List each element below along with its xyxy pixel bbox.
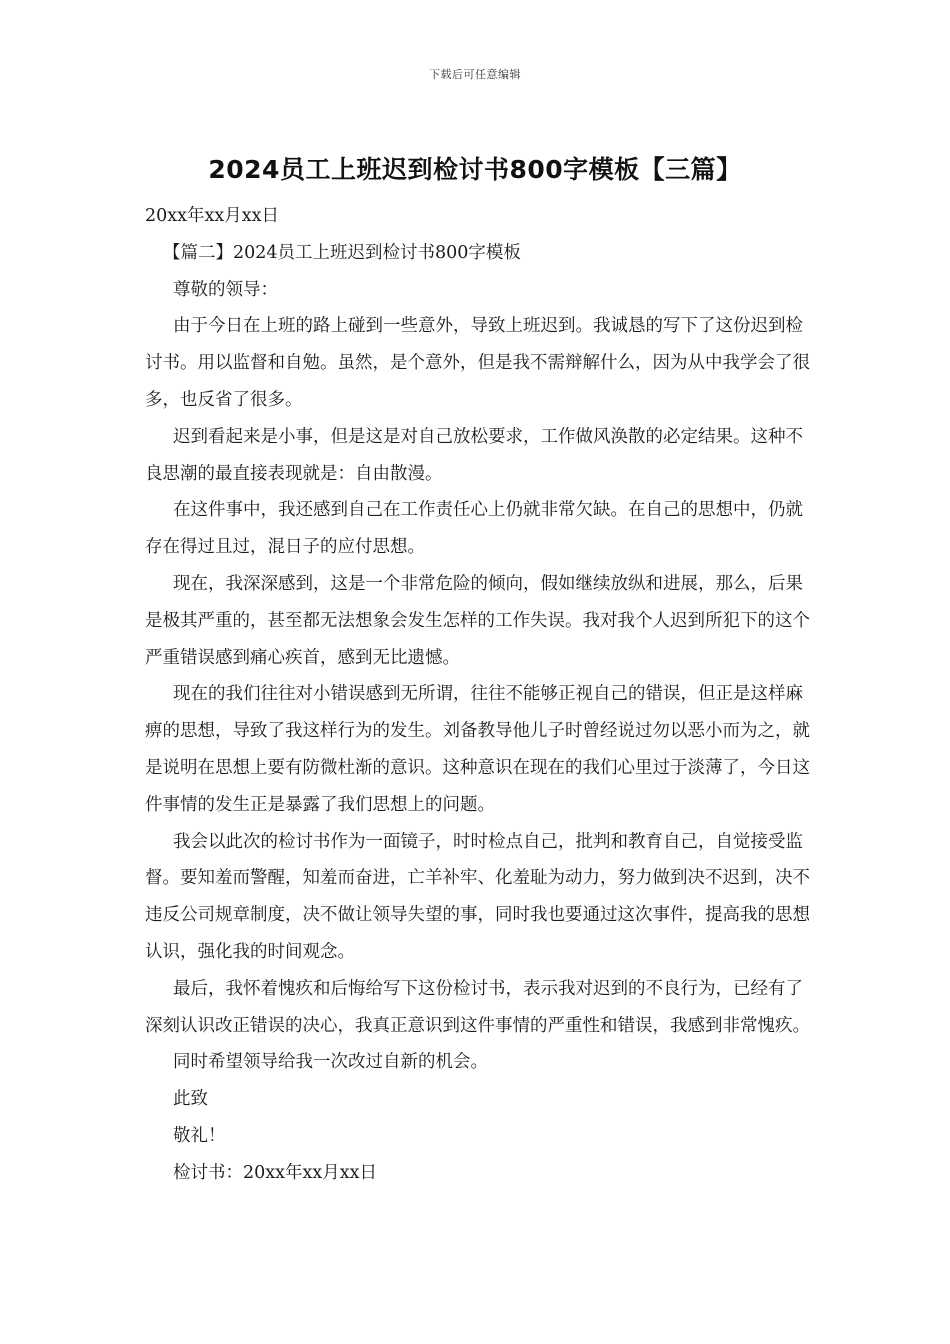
- paragraph: 现在的我们往往对小错误感到无所谓，往往不能够正视自己的错误，但正是这样麻痹的思想，导致了我这样行为的发生。刘备教导他儿子时曾经说过勿以恶小而为之，就是说明在思想上要有防微杜渐的意识。这种意识在现在的我们心里过于淡薄了，今日这件事情的发生正是暴露了我们思想上的问题。: [145, 684, 810, 815]
- paragraph: 我会以此次的检讨书作为一面镜子，时时检点自己，批判和教育自己，自觉接受监督。要知羞而警醒，知羞而奋进，亡羊补牢、化羞耻为动力，努力做到决不迟到，决不违反公司规章制度，决不做让领导失望的事，同时我也要通过这次事件，提高我的思想认识，强化我的时间观念。: [145, 831, 810, 962]
- header-note: 下载后可任意编辑: [429, 68, 521, 81]
- signature-line: 检讨书：20xx年xx月xx日: [173, 1162, 377, 1183]
- paragraph: 现在，我深深感到，这是一个非常危险的倾向，假如继续放纵和进展，那么，后果是极其严重的，甚至都无法想象会发生怎样的工作失误。我对我个人迟到所犯下的这个严重错误感到痛心疾首，感到无比遗憾。: [145, 573, 810, 668]
- document-title: 2024员工上班迟到检讨书800字模板【三篇】: [208, 155, 742, 184]
- closing-line: 此致: [173, 1089, 208, 1110]
- paragraph: 由于今日在上班的路上碰到一些意外，导致上班迟到。我诚恳的写下了这份迟到检讨书。用以监督和自勉。虽然，是个意外，但是我不需辩解什么，因为从中我学会了很多，也反省了很多。: [145, 316, 810, 410]
- closing-greeting: 敬礼！: [173, 1125, 226, 1146]
- paragraph: 同时希望领导给我一次改过自新的机会。: [173, 1052, 488, 1073]
- section-heading: 【篇二】2024员工上班迟到检讨书800字模板: [163, 242, 521, 263]
- document-body: [145, 198, 810, 1192]
- date-line: 20xx年xx月xx日: [145, 206, 279, 226]
- salutation: 尊敬的领导：: [173, 279, 278, 300]
- paragraph: 迟到看起来是小事，但是这是对自己放松要求，工作做风涣散的必定结果。这种不良思潮的最直接表现就是：自由散漫。: [145, 426, 803, 484]
- paragraph: 在这件事中，我还感到自己在工作责任心上仍就非常欠缺。在自己的思想中，仍就存在得过且过，混日子的应付思想。: [145, 500, 803, 558]
- paragraph: 最后，我怀着愧疚和后悔给写下这份检讨书，表示我对迟到的不良行为，已经有了深刻认识改正错误的决心，我真正意识到这件事情的严重性和错误，我感到非常愧疚。: [145, 978, 810, 1036]
